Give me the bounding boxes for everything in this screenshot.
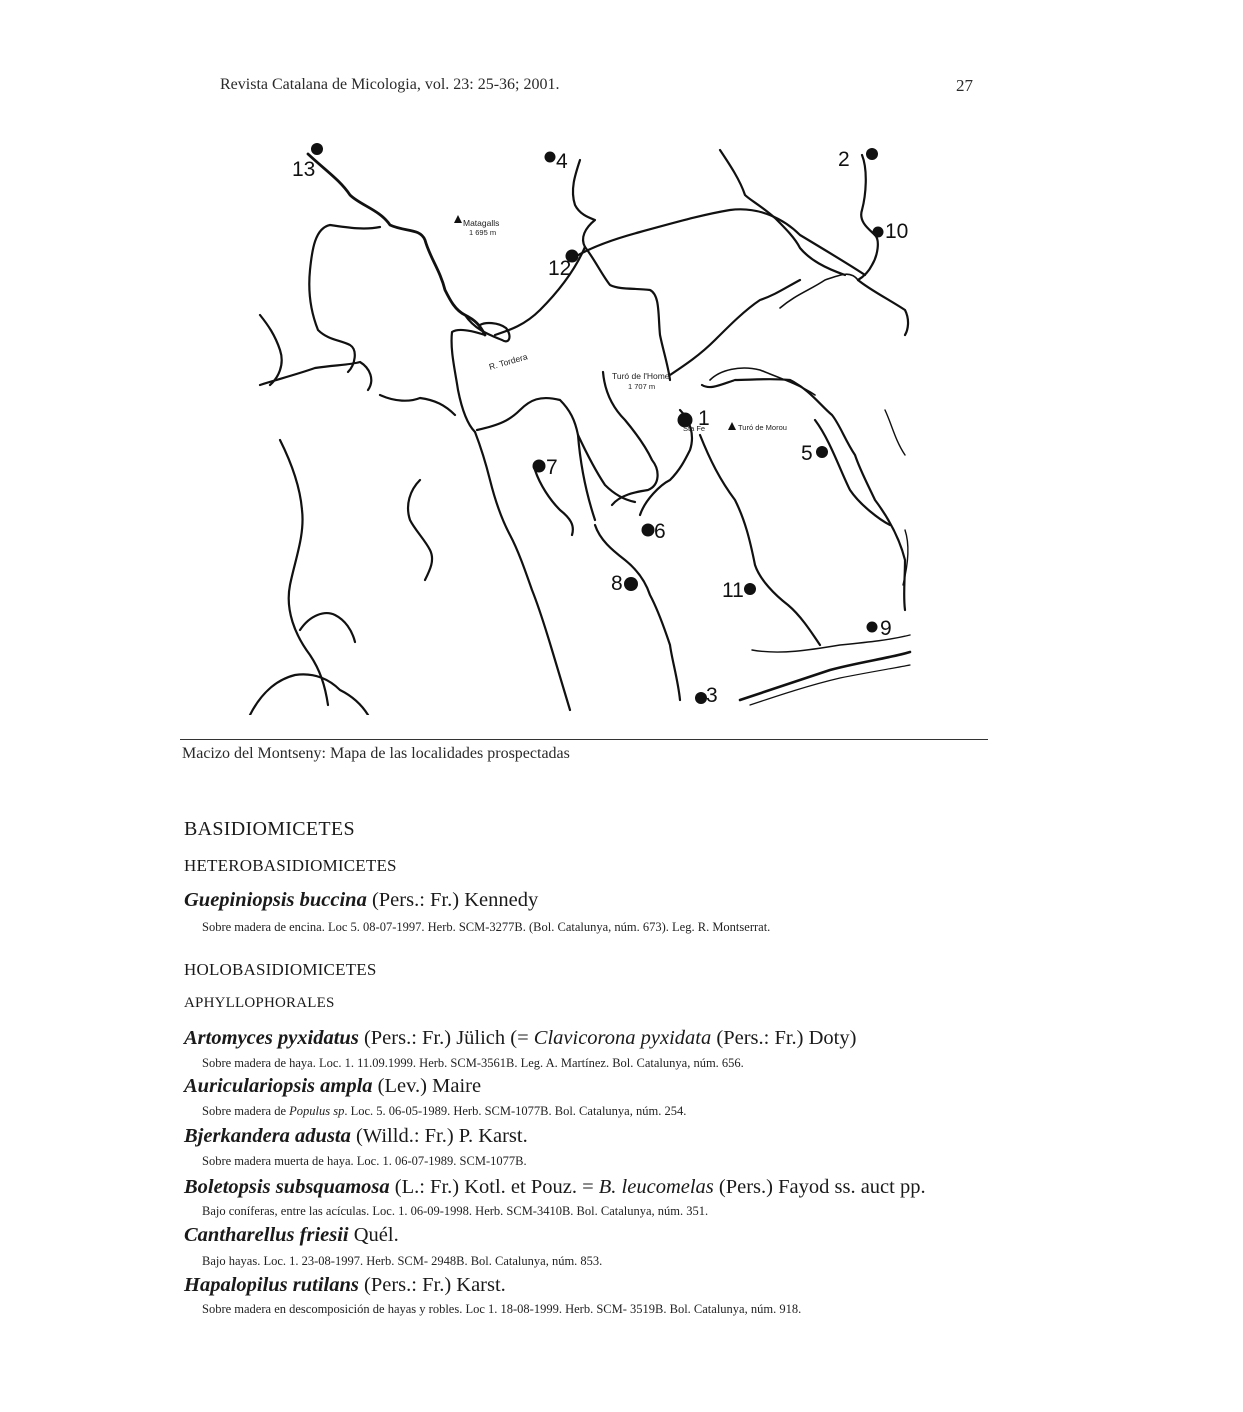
species-synonym-authority: (Pers.) Fayod ss. auct pp. bbox=[713, 1176, 926, 1198]
village-label: Sta Fe bbox=[683, 424, 706, 433]
species-entry bbox=[184, 1176, 926, 1199]
species-note-host: Populus sp bbox=[289, 1104, 345, 1118]
site-label-2: 2 bbox=[838, 148, 850, 171]
map-place-labels bbox=[463, 218, 787, 433]
species-note: Bajo coníferas, entre las acículas. Loc. 1. 06-09-1998. Herb. SCM-3410B. Bol. Catalunya, núm. 351. bbox=[202, 1204, 709, 1218]
caption-rule bbox=[180, 739, 988, 740]
river-label: R. Tordera bbox=[487, 351, 529, 372]
montseny-map bbox=[240, 140, 920, 715]
species-binomial: Guepiniopsis buccina bbox=[184, 889, 367, 911]
species-authority: (Willd.: Fr.) P. Karst. bbox=[350, 1125, 528, 1147]
site-label-6: 6 bbox=[654, 520, 666, 543]
heading-order: APHYLLOPHORALES bbox=[184, 995, 335, 1011]
species-authority: (Pers.: Fr.) Kennedy bbox=[366, 889, 539, 911]
rivers-and-roads bbox=[250, 150, 910, 715]
heading-subclass-hetero: HETEROBASIDIOMICETES bbox=[184, 856, 397, 875]
site-label-8: 8 bbox=[611, 572, 623, 595]
heading-class: BASIDIOMICETES bbox=[184, 818, 355, 840]
site-label-9: 9 bbox=[880, 617, 892, 640]
species-binomial: Auriculariopsis ampla bbox=[184, 1075, 373, 1097]
species-binomial: Cantharellus friesii bbox=[184, 1224, 349, 1246]
species-authority: (Pers.: Fr.) Karst. bbox=[358, 1274, 506, 1296]
site-label-4: 4 bbox=[556, 150, 568, 173]
site-label-3: 3 bbox=[706, 684, 718, 707]
site-label-12: 12 bbox=[548, 257, 572, 280]
figure-caption: Macizo del Montseny: Mapa de las localidades prospectadas bbox=[182, 745, 570, 762]
heading-subclass-holo: HOLOBASIDIOMICETES bbox=[184, 960, 377, 979]
species-authority: (L.: Fr.) Kotl. et Pouz. = bbox=[389, 1176, 599, 1198]
species-note-rest: . Loc. 5. 06-05-1989. Herb. SCM-1077B. Bol. Catalunya, núm. 254. bbox=[344, 1104, 687, 1118]
species-authority: Quél. bbox=[348, 1224, 399, 1246]
species-entry bbox=[184, 1224, 399, 1247]
species-synonym: Clavicorona pyxidata bbox=[533, 1027, 712, 1049]
species-note: Sobre madera muerta de haya. Loc. 1. 06-07-1989. SCM-1077B. bbox=[202, 1154, 527, 1168]
species-note: Sobre madera de encina. Loc 5. 08-07-1997. Herb. SCM-3277B. (Bol. Catalunya, núm. 673). Leg. R. Montserrat. bbox=[202, 920, 771, 934]
site-labels bbox=[292, 148, 908, 707]
species-entry bbox=[184, 1027, 856, 1050]
map-drawing bbox=[240, 140, 920, 715]
species-authority: (Lev.) Maire bbox=[372, 1075, 482, 1097]
site-label-13: 13 bbox=[292, 158, 316, 181]
species-synonym: B. leucomelas bbox=[598, 1176, 714, 1198]
species-entry bbox=[184, 1125, 528, 1148]
species-entry bbox=[184, 889, 538, 912]
site-label-7: 7 bbox=[546, 456, 558, 479]
species-note: Sobre madera de haya. Loc. 1. 11.09.1999. Herb. SCM-3561B. Leg. A. Martínez. Bol. Catalunya, núm. 656. bbox=[202, 1056, 744, 1070]
species-entry bbox=[184, 1075, 481, 1098]
species-binomial: Artomyces pyxidatus bbox=[184, 1027, 359, 1049]
species-binomial: Boletopsis subsquamosa bbox=[184, 1176, 390, 1198]
species-note: Sobre madera en descomposición de hayas y robles. Loc 1. 18-08-1999. Herb. SCM- 3519B. Bol. Catalunya, núm. 918. bbox=[202, 1302, 802, 1316]
site-label-11: 11 bbox=[722, 579, 744, 602]
species-authority: (Pers.: Fr.) Jülich (= bbox=[358, 1027, 534, 1049]
species-binomial: Hapalopilus rutilans bbox=[184, 1274, 359, 1296]
species-note-prefix: Sobre madera de bbox=[202, 1104, 290, 1118]
peak-matagalls-elevation: 1 695 m bbox=[469, 228, 497, 237]
peak-turo-home-elevation: 1 707 m bbox=[628, 382, 656, 391]
species-note: Bajo hayas. Loc. 1. 23-08-1997. Herb. SCM- 2948B. Bol. Catalunya, núm. 853. bbox=[202, 1254, 603, 1268]
species-entry bbox=[184, 1274, 506, 1297]
species-binomial: Bjerkandera adusta bbox=[184, 1125, 351, 1147]
peak-matagalls: Matagalls bbox=[463, 218, 500, 228]
page-number: 27 bbox=[956, 76, 973, 95]
peak-turo-morou: Turó de Morou bbox=[738, 423, 787, 432]
running-head: Revista Catalana de Micologia, vol. 23: 25-36; 2001. bbox=[220, 76, 560, 93]
site-label-10: 10 bbox=[885, 220, 909, 243]
site-label-1: 1 bbox=[698, 407, 710, 430]
site-label-5: 5 bbox=[801, 442, 813, 465]
species-synonym-authority: (Pers.: Fr.) Doty) bbox=[711, 1027, 857, 1049]
species-note bbox=[202, 1104, 686, 1119]
peak-turo-home: Turó de l'Home bbox=[612, 371, 670, 381]
